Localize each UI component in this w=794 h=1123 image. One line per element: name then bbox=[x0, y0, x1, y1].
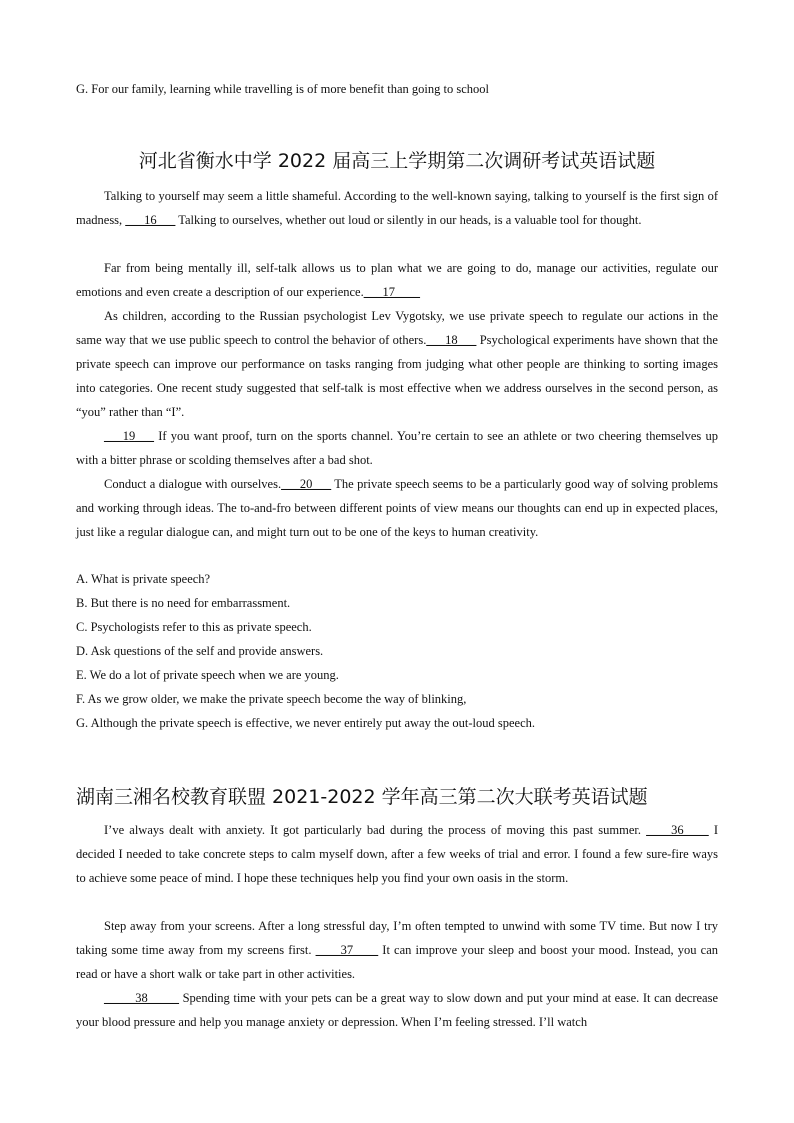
blank-18: ___18___ bbox=[426, 333, 477, 347]
paragraph bbox=[76, 424, 718, 472]
paragraph bbox=[76, 986, 718, 1034]
section-title: 湖南三湘名校教育联盟 2021-2022 学年高三第二次大联考英语试题 bbox=[76, 786, 648, 808]
answer-option: A. What is private speech? bbox=[76, 572, 211, 586]
paragraph bbox=[76, 818, 718, 890]
blank-16: ___16___ bbox=[125, 213, 176, 227]
paragraph-text: Step away from your screens. After a long stressful day, I’m often tempted to unwind with some TV time. But now I try taking some time away from my screens first. bbox=[76, 919, 718, 957]
blank-17: ___17____ bbox=[363, 285, 420, 299]
paragraph-text: It can improve your sleep and boost your mood. Instead, you can read or have a short walk or take part in other activities. bbox=[76, 943, 718, 981]
paragraph bbox=[76, 472, 718, 544]
paragraph bbox=[76, 256, 718, 304]
answer-option: C. Psychologists refer to this as private speech. bbox=[76, 620, 312, 634]
answer-option: E. We do a lot of private speech when we are young. bbox=[76, 668, 339, 682]
paragraph-text: Talking to ourselves, whether out loud or silently in our heads, is a valuable tool for thought. bbox=[175, 213, 642, 227]
option-line: G. For our family, learning while travelling is of more benefit than going to school bbox=[76, 82, 489, 96]
paragraph bbox=[76, 304, 718, 424]
paragraph bbox=[76, 184, 718, 232]
paragraph-text: If you want proof, turn on the sports channel. You’re certain to see an athlete or two cheering themselves up with a bitter phrase or scolding themselves after a bad shot. bbox=[76, 429, 718, 467]
paragraph-text: Spending time with your pets can be a great way to slow down and put your mind at ease. It can decrease your blood pressure and help you manage anxiety or depression. When I’m feeling stressed. I’ll watch bbox=[76, 991, 718, 1029]
blank-38: _____38_____ bbox=[104, 991, 179, 1005]
paragraph-text: I’ve always dealt with anxiety. It got particularly bad during the process of moving this past summer. bbox=[104, 823, 647, 837]
blank-20: ___20___ bbox=[281, 477, 332, 491]
paragraph-text: I decided I needed to take concrete steps to calm myself down, after a few weeks of trial and error. I found a few sure-fire ways to achieve some peace of mind. I hope these techniques help you find your own oasis in the storm. bbox=[76, 823, 718, 885]
answer-option: G. Although the private speech is effective, we never entirely put away the out-loud speech. bbox=[76, 716, 535, 730]
answer-option: F. As we grow older, we make the private speech become the way of blinking, bbox=[76, 692, 467, 706]
paragraph-text: Far from being mentally ill, self-talk allows us to plan what we are going to do, manage our activities, regulate our emotions and even create a description of our experience. bbox=[76, 261, 718, 299]
paragraph-text: As children, according to the Russian psychologist Lev Vygotsky, we use private speech to regulate our actions in the same way that we use public speech to control the behavior of others. bbox=[76, 309, 718, 347]
paragraph-text: Psychological experiments have shown that the private speech can improve our performance on tasks ranging from judging what other people are thinking to sorting images into categories. One recent study suggested that self-talk is most effective when we address ourselves in the second person, as “you” rather than “I”. bbox=[76, 333, 718, 419]
answer-option: B. But there is no need for embarrassment. bbox=[76, 596, 291, 610]
answer-option: D. Ask questions of the self and provide answers. bbox=[76, 644, 324, 658]
paragraph bbox=[76, 914, 718, 986]
paragraph-text: The private speech seems to be a particularly good way of solving problems and working through ideas. The to-and-fro between different points of view means our thoughts can end up in expected places, just like a regular dialogue can, and might turn out to be one of the keys to human creativity. bbox=[76, 477, 719, 539]
blank-19: ___19___ bbox=[104, 429, 154, 443]
blank-36: ____36____ bbox=[646, 823, 709, 837]
paragraph-text: Conduct a dialogue with ourselves. bbox=[104, 477, 282, 491]
paragraph-text: Talking to yourself may seem a little shameful. According to the well-known saying, talking to yourself is the first sign of madness, bbox=[76, 189, 718, 227]
section-title: 河北省衡水中学 2022 届高三上学期第二次调研考试英语试题 bbox=[138, 150, 656, 172]
blank-37: ____37____ bbox=[315, 943, 379, 957]
